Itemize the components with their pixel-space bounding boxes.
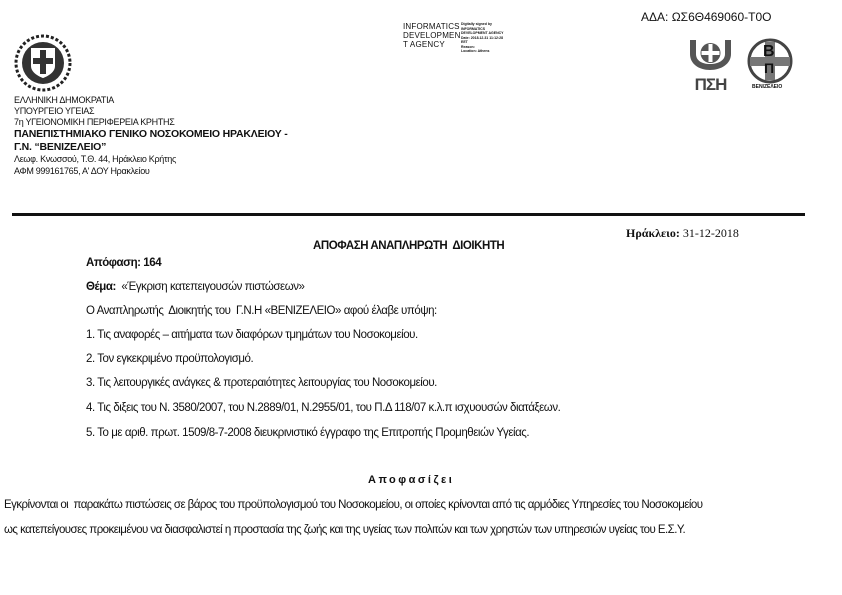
signature-line: INFORMATICS	[403, 22, 460, 31]
signature-line: DEVELOPMEN	[403, 31, 461, 40]
header-line: 7η ΥΓΕΙΟΝΟΜΙΚΗ ΠΕΡΙΦΕΡΕΙΑ ΚΡΗΤΗΣ	[14, 117, 175, 127]
list-item: 5. Το με αριθ. πρωτ. 1509/8-7-2008 διευκρινιστικό έγγραφο της Επιτροπής Προμηθειών Υγείας.	[86, 427, 530, 439]
signature-detail: Date: 2018.12.31 11:12:28	[461, 35, 504, 40]
greek-emblem-icon	[14, 34, 72, 92]
subject-label: Θέμα:	[86, 281, 116, 293]
header-divider	[12, 213, 805, 216]
date-label: Ηράκλειο:	[626, 226, 680, 240]
venizeleio-text: ΒΕΝΙΖΕΛΕΙΟ	[752, 84, 783, 90]
signature-detail: Reason:	[461, 44, 475, 49]
signature-detail: Location: Athens	[461, 49, 490, 53]
signature-detail: DEVELOPMENT AGENCY	[461, 31, 504, 35]
decision-number: Απόφαση: 164	[86, 257, 162, 269]
pgnh-logo	[688, 38, 733, 92]
decision-paragraph-line: ως κατεπείγουσες προκειμένου να διασφαλιστεί η προστασία της ζωής και της υγείας των πολιτών και των χρηστών των υπηρεσιών υγείας του Ε.Σ.Υ.	[4, 524, 686, 536]
signature-details	[461, 22, 503, 54]
header-line: ΥΠΟΥΡΓΕΙΟ ΥΓΕΙΑΣ	[14, 106, 95, 116]
subject	[86, 282, 304, 294]
document-date	[626, 227, 739, 239]
ada-code: ΑΔΑ: ΩΣ6Θ469060-Τ0Ο	[641, 10, 772, 24]
decision-paragraph-line: Εγκρίνονται οι παρακάτω πιστώσεις σε βάρος του προϋπολογισμού του Νοσοκομείου, οι οποίες κρίνονται από τις αρμόδιες Υπηρεσίες του Νοσοκομείου	[4, 499, 703, 511]
hospital-name-short: Γ.Ν. “ΒΕΝΙΖΕΛΕΙΟ”	[14, 141, 107, 153]
decides-heading: Αποφασίζει	[368, 474, 455, 486]
pgnh-text: ΠΣΗ	[694, 75, 727, 94]
signature-org	[403, 22, 461, 49]
venizeleio-sub-letter: Π	[764, 60, 775, 76]
list-item: 1. Τις αναφορές – αιτήματα των διαφόρων τμημάτων του Νοσοκομείου.	[86, 329, 418, 341]
cross-shield-icon	[688, 38, 733, 72]
list-item: 3. Τις λειτουργικές ανάγκες & προτεραιότητες λειτουργίας του Νοσοκομείου.	[86, 377, 437, 389]
document-title: ΑΠΟΦΑΣΗ ΑΝΑΠΛΗΡΩΤΗ ΔΙΟΙΚΗΤΗ	[313, 240, 505, 252]
header-line: ΕΛΛΗΝΙΚΗ ΔΗΜΟΚΡΑΤΙΑ	[14, 95, 115, 105]
venizeleio-logo	[747, 38, 793, 90]
hospital-name: ΠΑΝΕΠΙΣΤΗΜΙΑΚΟ ΓΕΝΙΚΟ ΝΟΣΟΚΟΜΕΙΟ ΗΡΑΚΛΕΙΟΥ -	[14, 128, 288, 140]
signature-detail: Digitally signed by	[461, 22, 492, 26]
signature-line: T AGENCY	[403, 40, 445, 49]
subject-value: «Έγκριση κατεπειγουσών πιστώσεων»	[121, 281, 305, 293]
list-item: 4. Τις διξεις του Ν. 3580/2007, του Ν.2889/01, Ν.2955/01, του Π.Δ 118/07 κ.λ.π ισχυουσών διατάξεων.	[86, 402, 561, 414]
hospital-address: Λεωφ. Κνωσσού, Τ.Θ. 44, Ηράκλειο Κρήτης	[14, 154, 176, 164]
signature-detail: INFORMATICS	[461, 26, 486, 31]
date-value: 31-12-2018	[682, 226, 739, 240]
intro-text: Ο Αναπληρωτής Διοικητής του Γ.Ν.Η «ΒΕΝΙΖΕΛΕΙΟ» αφού έλαβε υπόψη:	[86, 305, 437, 317]
venizeleio-letter: Β	[763, 43, 775, 60]
list-item: 2. Τον εγκεκριμένο προϋπολογισμό.	[86, 353, 254, 365]
signature-detail: EET	[461, 40, 468, 44]
hospital-afm: ΑΦΜ 999161765, Α' ΔΟΥ Ηρακλείου	[14, 166, 150, 176]
